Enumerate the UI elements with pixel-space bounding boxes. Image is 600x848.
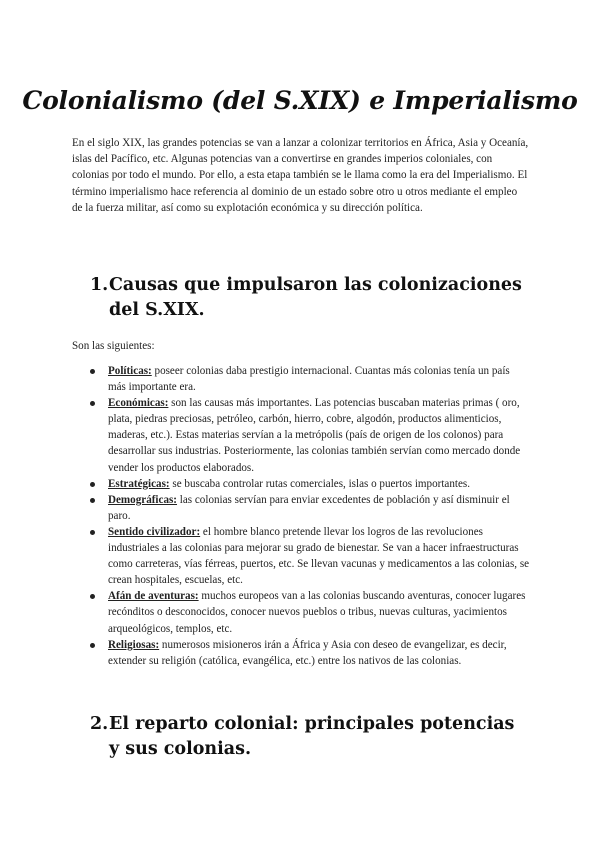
cause-term: Estratégicas: — [108, 477, 170, 490]
list-item — [90, 395, 530, 475]
cause-term: Afán de aventuras: — [108, 590, 199, 603]
cause-term: Demográficas: — [108, 493, 178, 506]
bullet-icon — [90, 594, 95, 599]
section-heading-causes — [90, 273, 530, 323]
list-item — [90, 492, 530, 524]
section-number: 1. — [90, 275, 109, 295]
cause-text: el hombre blanco pretende llevar los logros de las revoluciones industriales a las colonias para mejorar su grado de bienestar. Se van a hacer infraestructuras como carreteras, vías férreas, puertos, etc. Se llevan vacunas y medicamentos a las colonias, se crean hospitales, escuelas, etc. — [108, 525, 530, 587]
section-heading-reparto — [90, 712, 530, 762]
section-number: 2. — [90, 714, 109, 734]
cause-text: se buscaba controlar rutas comerciales, islas o puertos importantes. — [169, 477, 470, 490]
bullet-icon — [90, 643, 95, 648]
bullet-icon — [90, 369, 95, 374]
section-heading-text: El reparto colonial: principales potencias y sus colonias. — [109, 714, 515, 759]
bullet-icon — [90, 482, 95, 487]
cause-term: Sentido civilizador: — [108, 525, 201, 538]
page-title: Colonialismo (del S.XIX) e Imperialismo — [22, 86, 578, 115]
list-item — [90, 524, 530, 588]
cause-term: Económicas: — [108, 397, 169, 410]
section-lead: Son las siguientes: — [72, 340, 155, 352]
cause-text: las colonias servían para enviar excedentes de población y así disminuir el paro. — [108, 493, 510, 522]
list-item — [90, 476, 530, 492]
cause-text: son las causas más importantes. Las potencias buscaban materias primas ( oro, plata, piedras preciosas, petróleo, carbón, hierro, cobre, algodón, productos alimenticios, maderas, etc.). Estas materias servían a la metrópolis (país de origen de los colonos) para desarrollar sus industrias. Posteriormente, las colonias también servían como mercado donde vender los productos elaborados. — [108, 397, 521, 474]
section-heading-text: Causas que impulsaron las colonizaciones del S.XIX. — [109, 275, 522, 320]
bullet-icon — [90, 401, 95, 406]
cause-text: poseer colonias daba prestigio internacional. Cuantas más colonias tenía un país más importante era. — [108, 365, 510, 394]
cause-text: numerosos misioneros irán a África y Asia con deseo de evangelizar, es decir, extender su religión (católica, evangélica, etc.) entre los nativos de las colonias. — [108, 638, 507, 667]
list-item — [90, 363, 530, 395]
bullet-icon — [90, 498, 95, 503]
list-item — [90, 637, 530, 669]
cause-term: Religiosas: — [108, 638, 160, 651]
cause-text: muchos europeos van a las colonias buscando aventuras, conocer lugares recónditos o desconocidos, conocer nuevos pueblos o tribus, nuevas culturas, yacimientos arqueológicos, templos, etc. — [108, 590, 526, 635]
causes-list — [90, 363, 530, 669]
cause-term: Políticas: — [108, 365, 152, 377]
intro-paragraph: En el siglo XIX, las grandes potencias se van a lanzar a colonizar territorios en África, Asia y Oceanía, islas del Pacífico, etc. Algunas potencias van a convertirse en grandes imperios coloniales, con colonias por todo el mundo. Por ello, a esta etapa también se le llama como la era del Imperialismo. El término imperialismo hace referencia al dominio de un estado sobre otro u otros mediante el empleo de la fuerza militar, así como su explotación económica y su dirección política. — [72, 137, 529, 214]
bullet-icon — [90, 530, 95, 535]
list-item — [90, 588, 530, 636]
